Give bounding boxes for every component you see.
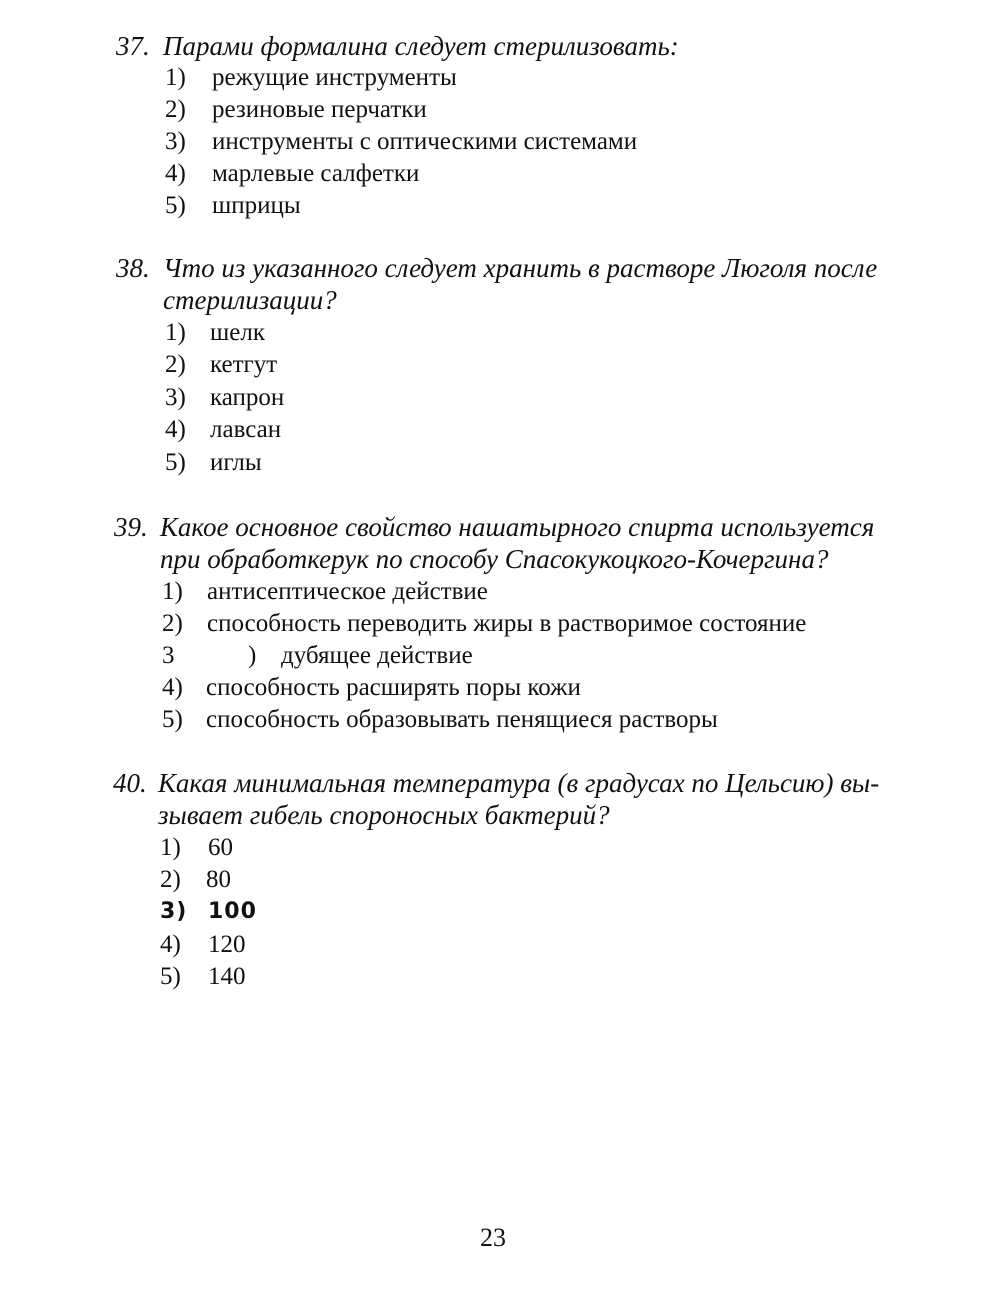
option-paren: ) bbox=[248, 642, 257, 669]
option-text: кетгут bbox=[210, 351, 278, 378]
option-number: 2) bbox=[165, 96, 186, 123]
option-text: 80 bbox=[206, 866, 231, 893]
question-text-line: стерилизации? bbox=[163, 285, 337, 315]
option-number: 5) bbox=[165, 449, 186, 476]
option-number: 4) bbox=[162, 674, 183, 701]
question-number: 37. bbox=[116, 31, 150, 61]
question-text bbox=[160, 511, 874, 575]
option-text: способность расширять поры кожи bbox=[206, 674, 581, 701]
option-number: 5) bbox=[162, 706, 183, 733]
option-text: дубящее действие bbox=[281, 642, 473, 669]
option-number: 2) bbox=[160, 866, 181, 893]
option-number: 2) bbox=[165, 351, 186, 378]
question-text-line: при обработкерук по способу Спасокукоцкого-Кочергина? bbox=[160, 544, 829, 574]
option-text: марлевые салфетки bbox=[212, 160, 420, 187]
option-number: 3) bbox=[160, 899, 188, 924]
question-text bbox=[163, 252, 877, 316]
option-text: 60 bbox=[208, 834, 233, 861]
question-number: 38. bbox=[116, 253, 150, 283]
option-number: 5) bbox=[165, 192, 186, 219]
option-number: 5) bbox=[160, 963, 181, 990]
option-number: 4) bbox=[165, 160, 186, 187]
option-text: резиновые перчатки bbox=[212, 96, 427, 123]
option-number: 1) bbox=[165, 64, 186, 91]
option-number: 1) bbox=[160, 834, 181, 861]
option-text: 120 bbox=[208, 931, 246, 958]
question-number: 40. bbox=[113, 768, 147, 798]
option-number: 1) bbox=[162, 578, 183, 605]
option-text: способность образовывать пенящиеся растворы bbox=[206, 706, 718, 733]
option-text: антисептическое действие bbox=[207, 578, 488, 605]
option-number: 4) bbox=[165, 416, 186, 443]
option-text: 140 bbox=[208, 963, 246, 990]
question-text-line: Какое основное свойство нашатырного спирта используется bbox=[160, 512, 875, 542]
option-text: шприцы bbox=[212, 192, 301, 219]
question-text-line: Что из указанного следует хранить в растворе Люголя после bbox=[163, 253, 878, 283]
option-text: иглы bbox=[210, 449, 262, 476]
option-text: шелк bbox=[210, 319, 265, 346]
option-number: 3) bbox=[165, 128, 186, 155]
question-text bbox=[163, 30, 679, 62]
option-text: способность переводить жиры в растворимое состояние bbox=[207, 610, 807, 637]
option-number: 3) bbox=[165, 384, 186, 411]
option-number: 3 bbox=[162, 642, 175, 669]
option-text: лавсан bbox=[210, 416, 282, 443]
question-text-line: Какая минимальная температура (в градусах по Цельсию) вы- bbox=[158, 768, 880, 798]
option-text: 100 bbox=[208, 899, 257, 924]
option-text: инструменты с оптическими системами bbox=[212, 128, 638, 155]
option-number: 2) bbox=[162, 610, 183, 637]
option-text: капрон bbox=[210, 384, 285, 411]
page-number: 23 bbox=[480, 1223, 506, 1252]
question-text-line: зывает гибель спороносных бактерий? bbox=[158, 800, 610, 830]
question-number: 39. bbox=[114, 512, 148, 542]
question-text-line: Парами формалина следует стерилизовать: bbox=[163, 31, 679, 61]
option-number: 1) bbox=[165, 319, 186, 346]
question-text bbox=[158, 767, 879, 831]
option-number: 4) bbox=[160, 931, 181, 958]
option-text: режущие инструменты bbox=[212, 64, 457, 91]
